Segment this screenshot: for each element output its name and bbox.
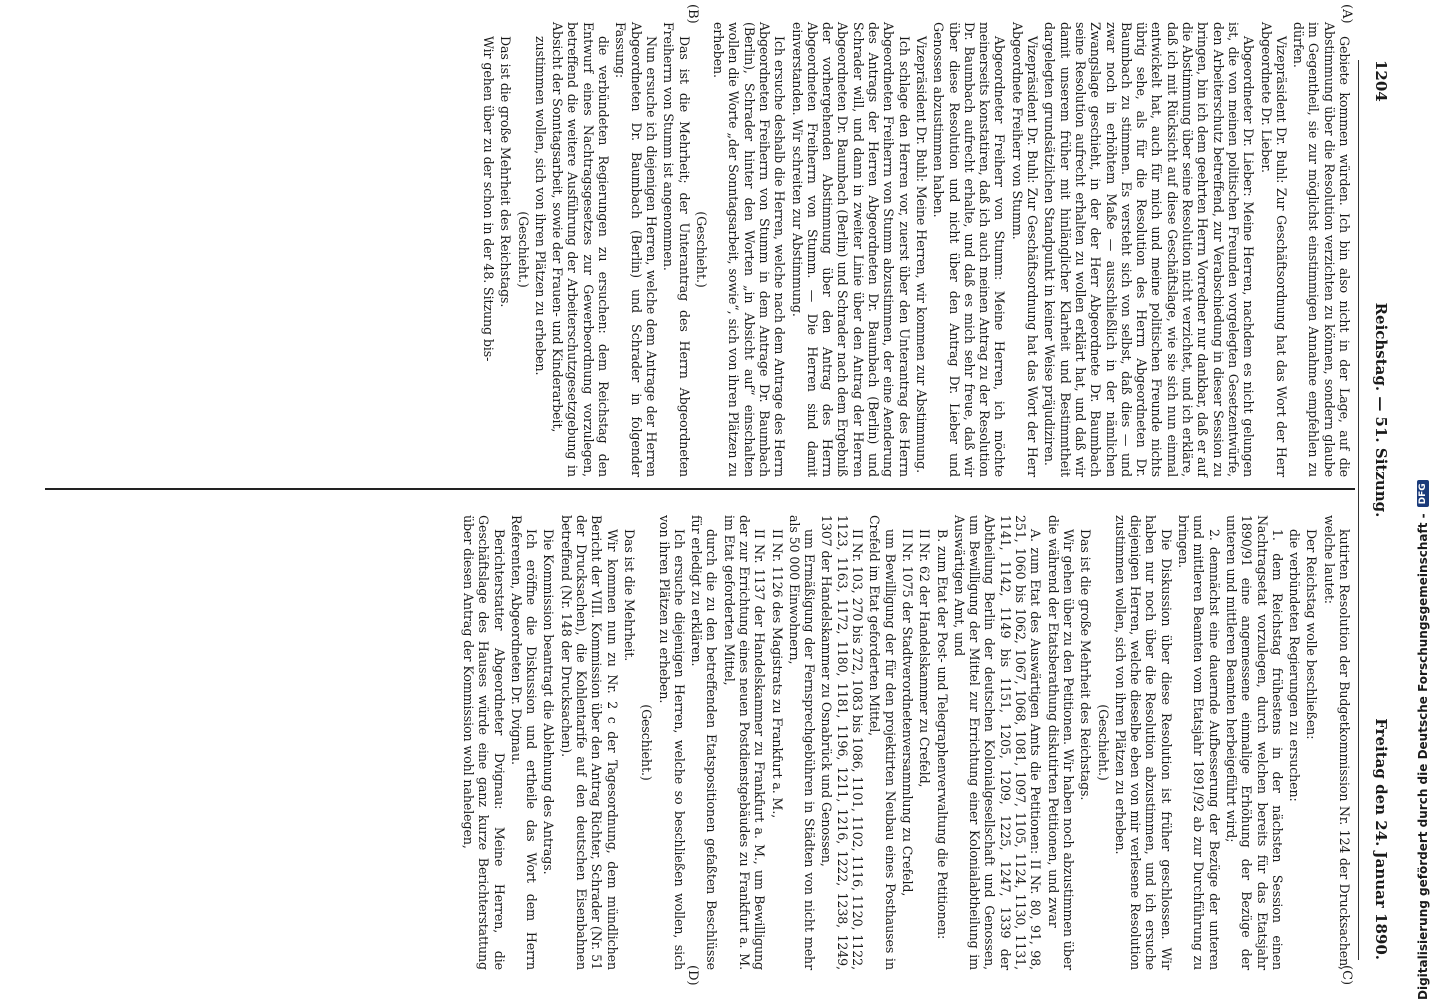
page-header xyxy=(1358,60,1390,960)
right-column-paragraph: kutirten Resolution der Budgetkommission Nr. 124 der Drucksachen, welche lautet: xyxy=(1321,515,1352,970)
digitization-credit xyxy=(1412,0,1432,1000)
right-column-paragraph: um Ermäßigung der Fernsprechgebühren in Städten von nicht mehr als 50 000 Einwohnern, xyxy=(786,515,818,970)
left-column xyxy=(479,22,1352,477)
left-column-paragraph: (Geschieht.) xyxy=(693,211,709,288)
right-column-paragraph: (Geschieht.) xyxy=(639,704,655,781)
right-column-paragraph: Der Reichstag wolle beschließen: xyxy=(1304,529,1320,740)
page-number: 1204 xyxy=(1372,60,1390,102)
right-column-paragraph: II Nr. 103, 270 bis 272, 1083 bis 1086, 1101, 1102, 1116, 1120, 1122, 1123, 1163, 1172, 1180, 1181, 1196, 1211, 1216, 1222, 1238, 1249, 1307 der Handelskammer zu Osnabrück und Genossen, xyxy=(819,515,866,970)
right-column-paragraph: Wir gehen über zu den Petitionen. Wir haben noch abzustimmen über die während der Etatsberathung diskutirten Petitionen, und zwar xyxy=(1045,515,1076,970)
left-column-paragraph: die verbündeten Regierungen zu ersuchen: dem Reichstag den Entwurf eines Nachtragsgesetzes zur Gewerbeordnung vorzulegen, betreffend die weitere Ausführung der Arbeiterschutzgesetzgebung in Absicht der Sonntagsarbeit, sowie der Frauen- und Kinderarbeit, xyxy=(550,22,612,477)
page-title: Reichstag. — 51. Sitzung. xyxy=(1372,302,1390,518)
left-column-paragraph: Wir gehen über zu der schon in der 48. Sitzung bis- xyxy=(480,36,496,362)
left-column-paragraph: Das ist die Mehrheit; der Unterantrag des Herrn Abgeordneten Freiherrn von Stumm ist angenommen. xyxy=(661,22,692,477)
right-column-paragraph: Das ist die große Mehrheit des Reichstags. xyxy=(1078,529,1094,801)
margin-mark-d: (D) xyxy=(685,965,700,986)
left-column-paragraph: (Geschieht.) xyxy=(515,211,531,288)
right-column-paragraph: (Geschieht.) xyxy=(1095,704,1111,781)
left-column-paragraph: Vizepräsident Dr. Buhl: Meine Herren, wir kommen zur Abstimmung. xyxy=(913,36,929,473)
margin-mark-a: (A) xyxy=(1339,4,1354,24)
page-date: Freitag den 24. Januar 1890. xyxy=(1372,718,1390,960)
left-column-paragraph: Vizepräsident Dr. Buhl: Zur Geschäftsordnung hat das Wort der Herr Abgeordnete Dr. Lieber. xyxy=(1258,22,1289,477)
right-column-paragraph: II Nr. 1137 der Handelskammer zu Frankfurt a. M., um Bewilligung der zur Errichtung eines neuen Postdienstgebäudes zu Frankfurt a. M. im Etat geforderten Mittel, xyxy=(721,515,768,970)
right-column-paragraph: Das ist die Mehrheit. xyxy=(621,529,637,662)
left-column-paragraph: Abgeordneter Freiherr von Stumm: Meine Herren, ich möchte meinerseits konstatiren, daß ich auch meinen Antrag zu der Resolution Dr. Baumbach aufrecht erhalte, und daß es mich sehr freue, daß wir über diese Resolution und nicht über den Antrag Dr. Lieber und Genossen abzustimmen haben. xyxy=(931,22,1008,477)
right-column-paragraph: die verbündeten Regierungen zu ersuchen: xyxy=(1287,529,1303,802)
right-column-paragraph: durch die zu den betreffenden Etatspositionen gefaßten Beschlüsse für erledigt zu erklären. xyxy=(689,515,720,970)
left-column-paragraph: zustimmen wollen, sich von ihren Plätzen zu erheben. xyxy=(532,36,548,376)
right-column-paragraph: Berichterstatter Abgeordneter Dvignau: Meine Herren, die Geschäftslage des Hauses würde eine ganz kurze Berichterstattung über diesen Antrag der Kommission wohl nahelegen, xyxy=(460,515,507,970)
margin-mark-b: (B) xyxy=(685,4,700,24)
right-column-paragraph: Ich ersuche diejenigen Herren, welche so beschließen wollen, sich von ihren Plätzen zu erheben. xyxy=(656,515,687,970)
right-column-paragraph: Die Kommission beantragt die Ablehnung des Antrags. xyxy=(541,529,557,875)
right-column xyxy=(459,515,1352,970)
right-column-paragraph: B. zum Etat der Post- und Telegraphenverwaltung die Petitionen: xyxy=(934,529,950,940)
right-column-paragraph: um Bewilligung der für den projektirten Neubau eines Posthauses in Crefeld im Etat geforderten Mittel, xyxy=(867,515,898,970)
right-column-paragraph: Ich eröffne die Diskussion und ertheile das Wort dem Herrn Referenten, Abgeordneten Dr. Dvignau. xyxy=(508,515,540,970)
margin-mark-c: (C) xyxy=(1339,965,1354,986)
right-column-paragraph: II Nr. 1126 des Magistrats zu Frankfurt a. M., xyxy=(769,529,785,819)
right-column-paragraph: Die Diskussion über diese Resolution ist früher geschlossen. Wir haben nur noch über die Resolution abzustimmen, und ich ersuche diejenigen Herren, welche dieselbe eben von mir verlesene Resolution zustimmen wollen, sich von ihren Plätzen zu erheben. xyxy=(1112,515,1174,970)
left-column-paragraph: Vizepräsident Dr. Buhl: Zur Geschäftsordnung hat das Wort der Herr Abgeordnete Freiherr von Stumm. xyxy=(1009,22,1041,477)
right-column-paragraph: II Nr. 1075 der Stadtverordnetenversammlung zu Crefeld, xyxy=(899,529,915,897)
column-divider xyxy=(45,488,1355,490)
right-column-paragraph: 1. dem Reichstag frühestens in der nächsten Session einen Nachtragsetat vorzulegen, durch welchen bereits für das Etatsjahr 1890/91 eine angemessene einmalige Erhöhung der Bezüge der unteren und mittleren Beamten herbeigeführt wird; xyxy=(1223,515,1285,970)
left-column-paragraph: Ich ersuche deshalb die Herren, welche nach dem Antrage des Herrn Abgeordneten Freiherrn von Stumm in dem Antrage Dr. Baumbach (Berlin), Schrader hinter den Worten „in Absicht auf“ einschalten wollen die Worte „der Sonntagsarbeit, sowie“, sich von ihren Plätzen zu erheben. xyxy=(711,22,788,477)
dfg-logo: DFG xyxy=(1417,480,1429,507)
right-column-paragraph: 2. demnächst eine dauernde Aufbesserung der Bezüge der unteren und mittleren Beamten vom Etatsjahr 1891/92 ab zur Durchführung zu bringen. xyxy=(1176,515,1222,970)
left-column-paragraph: Gebiete kommen würden. Ich bin also nicht in der Lage, auf die Abstimmung über die Resolution verzichten zu können, sondern glaube im Gegentheil, sie zur möglichst einstimmigen Annahme empfehlen zu dürfen. xyxy=(1291,22,1352,477)
left-column-paragraph: Nun ersuche ich diejenigen Herren, welche dem Antrage der Herren Abgeordneten Dr. Baumbach (Berlin) und Schrader in folgender Fassung: xyxy=(613,22,659,477)
right-column-paragraph: Wir kommen nun zu Nr. 2 c der Tagesordnung, dem mündlichen Bericht der VIII. Kommission über den Antrag Richter, Schrader (Nr. 51 der Drucksachen), die Kohlentarife auf den deutschen Eisenbahnen betreffend (Nr. 148 der Drucksachen). xyxy=(558,515,620,970)
left-column-paragraph: Das ist die große Mehrheit des Reichstags. xyxy=(498,36,514,308)
right-column-paragraph: II Nr. 62 der Handelskammer zu Crefeld, xyxy=(917,529,933,788)
left-column-paragraph: Abgeordneter Dr. Lieber: Meine Herren, nachdem es nicht gelungen ist, die von meinen politischen Freunden vorgelegten Gesetzentwürfe, den Arbeiterschutz betreffend, zur Verabschiedung in dieser Session zu bringen, bin ich dem geehrten Herrn Vorredner nur dankbar, daß er auf die Abstimmung über seine Resolution nicht verzichtet, und ich erkläre, daß ich mit Rücksicht auf diese Geschäftslage, wie sie sich nun einmal entwickelt hat, auch für mich und meine politischen Freunde nichts übrig sehe, als für die Resolution des Herrn Abgeordneten Dr. Baumbach zu stimmen. Es versteht sich von selbst, daß dies — und zwar noch in erhöhtem Maße — ausschließlich in der nämlichen Zwangslage geschieht, in der der Herr Abgeordnete Dr. Baumbach seine Resolution aufrecht erhalten zu wollen erklärt hat, und daß wir damit unserem früher mit hinlänglicher Klarheit und Bestimmtheit dargelegten grundsätzlichen Standpunkt in keiner Weise präjudiziren. xyxy=(1042,22,1257,477)
right-column-paragraph: A. zum Etat des Auswärtigen Amts die Petitionen: II Nr. 80, 91, 98, 251, 1060 bis 1062, 1067, 1068, 1081, 1097, 1105, 1124, 1130, 1131, 1141, 1142, 1149 bis 1151, 1205, 1209, 1225, 1247, 1339 der Abtheilung Berlin der deutschen Kolonialgesellschaft und Genossen, um Bewilligung der Mittel zur Errichtung einer Kolonialabtheilung im Auswärtigen Amt, und xyxy=(951,515,1044,970)
left-column-paragraph: Ich schlage den Herren vor, zuerst über den Unterantrag des Herrn Abgeordneten Freiherrn von Stumm abzustimmen, der eine Aenderung des Antrags der Herren Abgeordneten Dr. Baumbach (Berlin) und Schrader will, und dann in zweiter Linie über den Antrag der Herren Abgeordneten Dr. Baumbach (Berlin) und Schrader nach dem Ergebniß der vorhergehenden Abstimmung über den Antrag des Herrn Abgeordneten Freiherrn von Stumm. — Die Herren sind damit einverstanden. Wir schreiten zur Abstimmung. xyxy=(789,22,912,477)
credit-text: Digitalisierung gefördert durch die Deutsche Forschungsgemeinschaft - xyxy=(1416,513,1430,1000)
